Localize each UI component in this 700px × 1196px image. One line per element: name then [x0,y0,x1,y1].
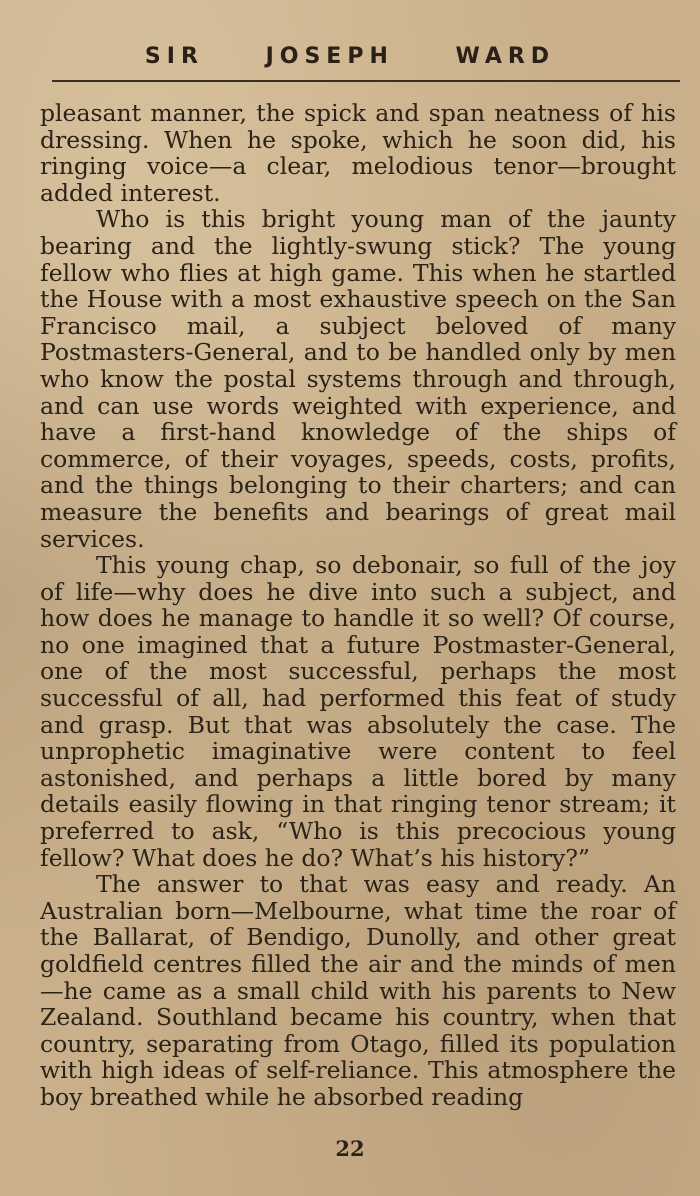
running-head-word: WARD [455,44,556,69]
page-number: 22 [335,1136,365,1161]
header-rule [52,80,680,82]
running-head-word: JOSEPH [265,44,394,69]
body-text [40,100,676,1111]
paragraph: pleasant manner, the spick and span neatness of his dressing. When he spoke, which he soon did, his ringing voice—a clear, melodious tenor—brought added interest. [40,99,676,207]
paragraph: This young chap, so debonair, so full of the joy of life—why does he dive into such a subject, and how does he manage to handle it so well? Of course, no one imagined that a future Postmaster-General, one of the most successful, perhaps the most successful of all, had performed this feat of study and grasp. But that was absolutely the case. The unprophetic imaginative were content to feel astonished, and perhaps a little bored by many details easily flowing in that ringing tenor stream; it preferred to ask, “Who is this precocious young fellow? What does he do? What’s his history?” [40,551,676,872]
running-head-word: SIR [144,44,204,69]
running-head [0,44,700,69]
paragraph: Who is this bright young man of the jaunty bearing and the lightly-swung stick? The young fellow who flies at high game. This when he startled the House with a most exhaustive speech on the San Francisco mail, a subject beloved of many Postmasters-General, and to be handled only by men who know the postal systems through and through, and can use words weighted with experience, and have a first-hand knowledge of the ships of commerce, of their voyages, speeds, costs, profits, and the things belonging to their charters; and can measure the benefits and bearings of great mail services. [40,205,676,553]
paragraph: The answer to that was easy and ready. An Australian born—Melbourne, what time the roar of the Ballarat, of Bendigo, Dunolly, and other great goldfield centres filled the air and the minds of men—he came as a small child with his parents to New Zealand. Southland became his country, when that country, separating from Otago, filled its population with high ideas of self-reliance. This atmosphere the boy breathed while he absorbed reading [40,870,676,1111]
